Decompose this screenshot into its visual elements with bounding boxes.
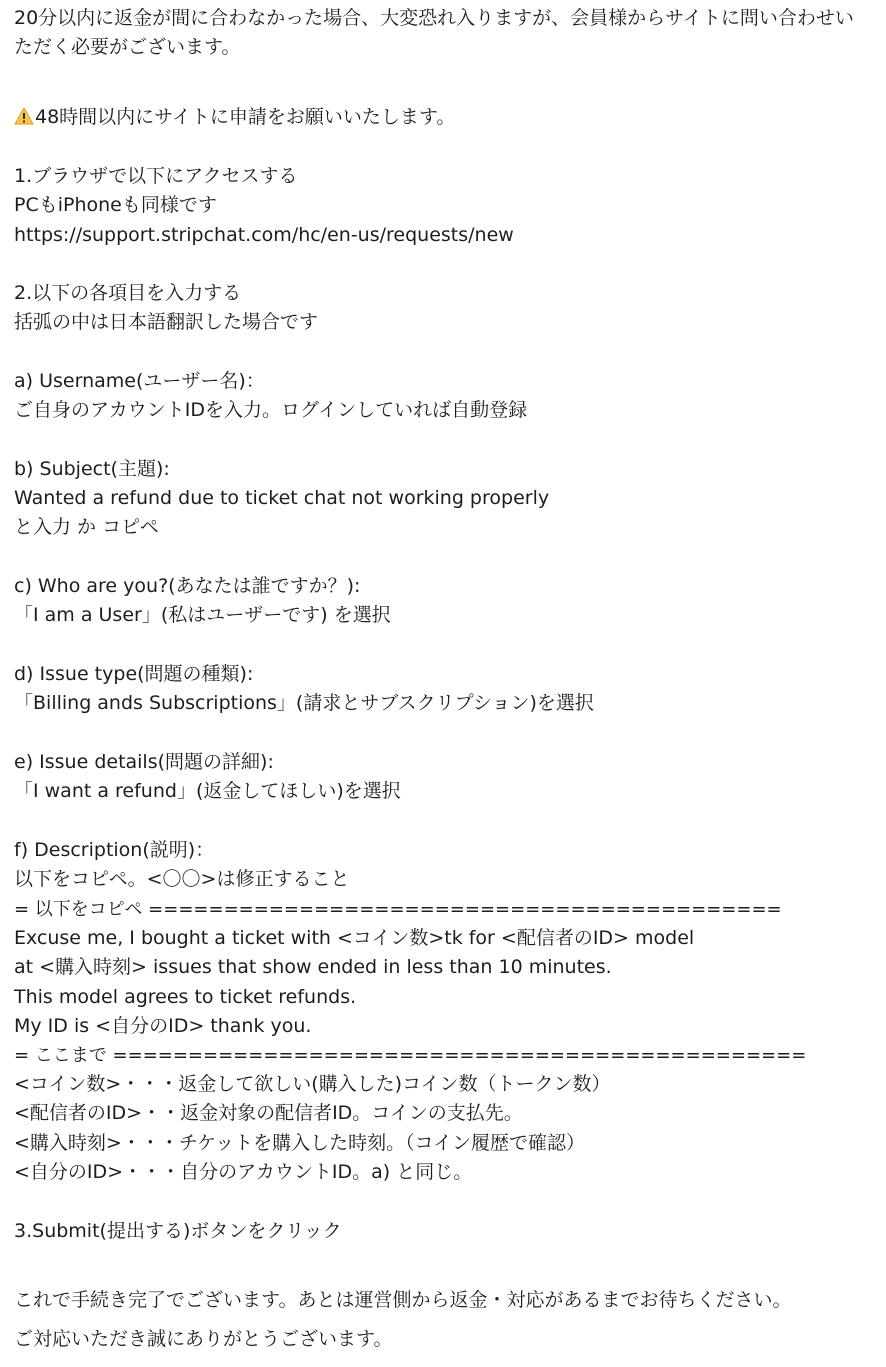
copy-end-rule: = ここまで ============================================== <box>14 1045 807 1066</box>
copy-line-3: This model agrees to ticket refunds. <box>14 986 357 1008</box>
copy-line-1: Excuse me, I bought a ticket with <コイン数>tk for <配信者のID> model <box>14 927 695 949</box>
step2-note: 括弧の中は日本語翻訳した場合です <box>14 311 319 333</box>
username-text: ご自身のアカウントIDを入力。ログインしていれば自動登録 <box>14 399 528 421</box>
issue-details-label: e) Issue details(問題の詳細): <box>14 751 274 773</box>
copy-start-rule: = 以下をコピペ ========================================== <box>14 899 782 920</box>
subject-text: Wanted a refund due to ticket chat not working properly <box>14 487 550 509</box>
step1-title: 1.ブラウザで以下にアクセスする <box>14 165 298 187</box>
description-label: f) Description(説明)： <box>14 839 215 861</box>
subject-text-2: と入力 か コピペ <box>14 516 159 538</box>
username-label: a) Username(ユーザー名)： <box>14 370 265 392</box>
legend-own-id: <自分のID>・・・自分のアカウントID。a) と同じ。 <box>14 1161 473 1183</box>
legend-coins: <コイン数>・・・返金して欲しい(購入した)コイン数（トークン数） <box>14 1073 611 1095</box>
closing-line-1: これで手続き完了でございます。あとは運営側から返金・対応があるまでお待ちください。 <box>14 1289 792 1311</box>
support-url[interactable]: https://support.stripchat.com/hc/en-us/requests/new <box>14 224 514 246</box>
subject-label: b) Subject(主題): <box>14 458 170 480</box>
who-text: 「I am a User」(私はユーザーです) を選択 <box>14 604 391 626</box>
issue-type-text: 「Billing ands Subscriptions」(請求とサブスクリプション)を選択 <box>14 692 594 714</box>
description-text: 以下をコピペ。<〇〇>は修正すること <box>14 868 350 890</box>
step2-title: 2.以下の各項目を入力する <box>14 282 242 304</box>
closing-line-2: ご対応いただき誠にありがとうございます。 <box>14 1328 393 1350</box>
step3-title: 3.Submit(提出する)ボタンをクリック <box>14 1220 342 1242</box>
step1-note: PCもiPhoneも同様です <box>14 194 217 216</box>
copy-line-4: My ID is <自分のID> thank you. <box>14 1015 312 1037</box>
issue-type-label: d) Issue type(問題の種類): <box>14 663 254 685</box>
legend-model-id: <配信者のID>・・返金対象の配信者ID。コインの支払先。 <box>14 1102 523 1124</box>
warning-line <box>14 103 455 132</box>
warning-icon <box>14 107 34 125</box>
warning-text: 48時間以内にサイトに申請をお願いいたします。 <box>35 106 456 128</box>
intro-paragraph: 20分以内に返金が間に合わなかった場合、大変恐れ入りますが、会員様からサイトに問い合わせいただく必要がございます。 <box>14 7 854 58</box>
legend-purchase-time: <購入時刻>・・・チケットを購入した時刻。（コイン履歴で確認） <box>14 1132 586 1154</box>
copy-line-2: at <購入時刻> issues that show ended in less than 10 minutes. <box>14 956 612 978</box>
who-label: c) Who are you?(あなたは誰ですか？): <box>14 575 361 597</box>
issue-details-text: 「I want a refund」(返金してほしい)を選択 <box>14 780 401 802</box>
